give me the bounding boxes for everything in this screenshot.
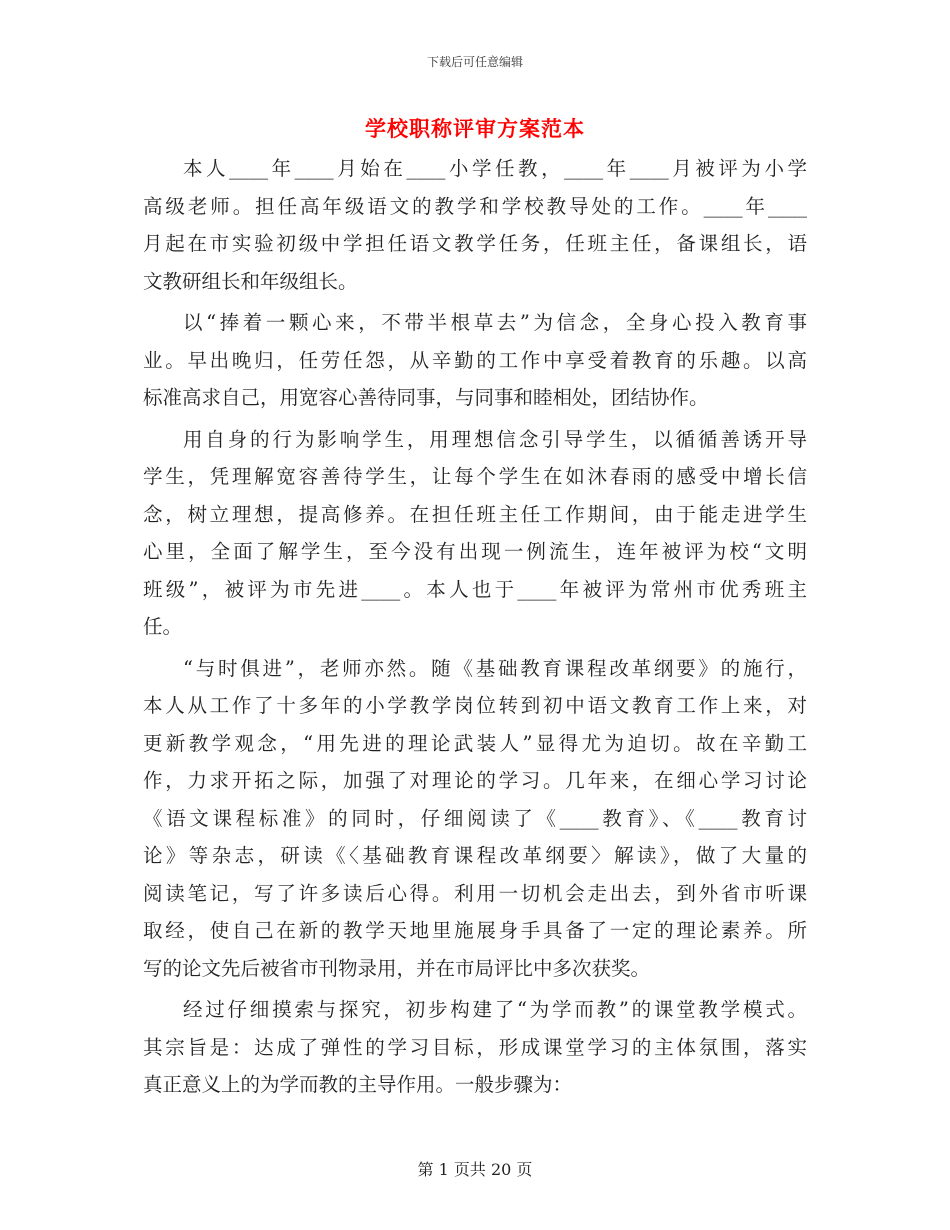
text-line: 本人____年____月始在____小学任教，____年____月被评为小学 <box>183 157 807 180</box>
document-title: 学校职称评审方案范本 <box>365 117 585 141</box>
text-line: 写的论文先后被省市刊物录用，并在市局评比中多次获奖。 <box>143 956 651 980</box>
text-line: 其宗旨是：达成了弹性的学习目标，形成课堂学习的主体氛围，落实 <box>143 1035 807 1059</box>
text-line: 念，树立理想，提高修养。在担任班主任工作期间，由于能走进学生 <box>143 502 807 526</box>
text-line: 经过仔细摸索与探究，初步构建了“为学而教”的课堂教学模式。 <box>183 998 807 1021</box>
text-line: 月起在市实验初级中学担任语文教学任务，任班主任，备课组长，语 <box>143 232 807 255</box>
text-line: 论》等杂志，研读《〈基础教育课程改革纲要〉解读》，做了大量的 <box>143 844 807 867</box>
paragraph <box>143 304 807 417</box>
text-line: 业。早出晚归，任劳任怨，从辛勤的工作中享受着教育的乐趣。以高 <box>143 348 807 372</box>
paragraph <box>143 991 807 1104</box>
text-line: 本人从工作了十多年的小学教学岗位转到初中语文教育工作上来，对 <box>143 694 807 717</box>
page-header: 下载后可任意编辑 <box>426 55 523 69</box>
paragraph <box>143 650 807 988</box>
paragraph <box>143 421 807 646</box>
text-line: 心里，全面了解学生，至今没有出现一例流生，连年被评为校“文明 <box>143 540 807 563</box>
text-line: 任。 <box>143 615 183 638</box>
text-line: 文教研组长和年级组长。 <box>143 269 358 293</box>
paragraph <box>143 150 807 300</box>
text-line: 用自身的行为影响学生，用理想信念引导学生，以循循善诱开导 <box>183 427 807 451</box>
text-line: 以“捧着一颗心来，不带半根草去”为信念，全身心投入教育事 <box>183 311 807 334</box>
document-body <box>143 150 807 1108</box>
text-line: 阅读笔记，写了许多读后心得。利用一切机会走出去，到外省市听课 <box>143 881 807 905</box>
text-line: 《语文课程标准》的同时，仔细阅读了《____教育》、《____教育讨 <box>143 806 807 830</box>
text-line: 学生，凭理解宽容善待学生，让每个学生在如沐春雨的感受中增长信 <box>143 465 807 488</box>
text-line: 更新教学观念，“用先进的理论武装人”显得尤为迫切。故在辛勤工 <box>143 731 807 755</box>
text-line: 标准高求自己，用宽容心善待同事，与同事和睦相处，团结协作。 <box>143 386 709 409</box>
page-footer: 第 1 页共 20 页 <box>417 1160 533 1179</box>
text-line: 真正意义上的为学而教的主导作用。一般步骤为： <box>143 1073 573 1096</box>
text-line: 班级”，被评为市先进____。本人也于____年被评为常州市优秀班主 <box>143 577 807 601</box>
text-line: “与时俱进”，老师亦然。随《基础教育课程改革纲要》的施行， <box>183 656 807 680</box>
text-line: 作，力求开拓之际，加强了对理论的学习。几年来，在细心学习讨论 <box>143 769 807 792</box>
text-line: 高级老师。担任高年级语文的教学和学校教导处的工作。____年____ <box>143 194 807 218</box>
text-line: 取经，使自己在新的教学天地里施展身手具备了一定的理论素养。所 <box>143 919 807 942</box>
